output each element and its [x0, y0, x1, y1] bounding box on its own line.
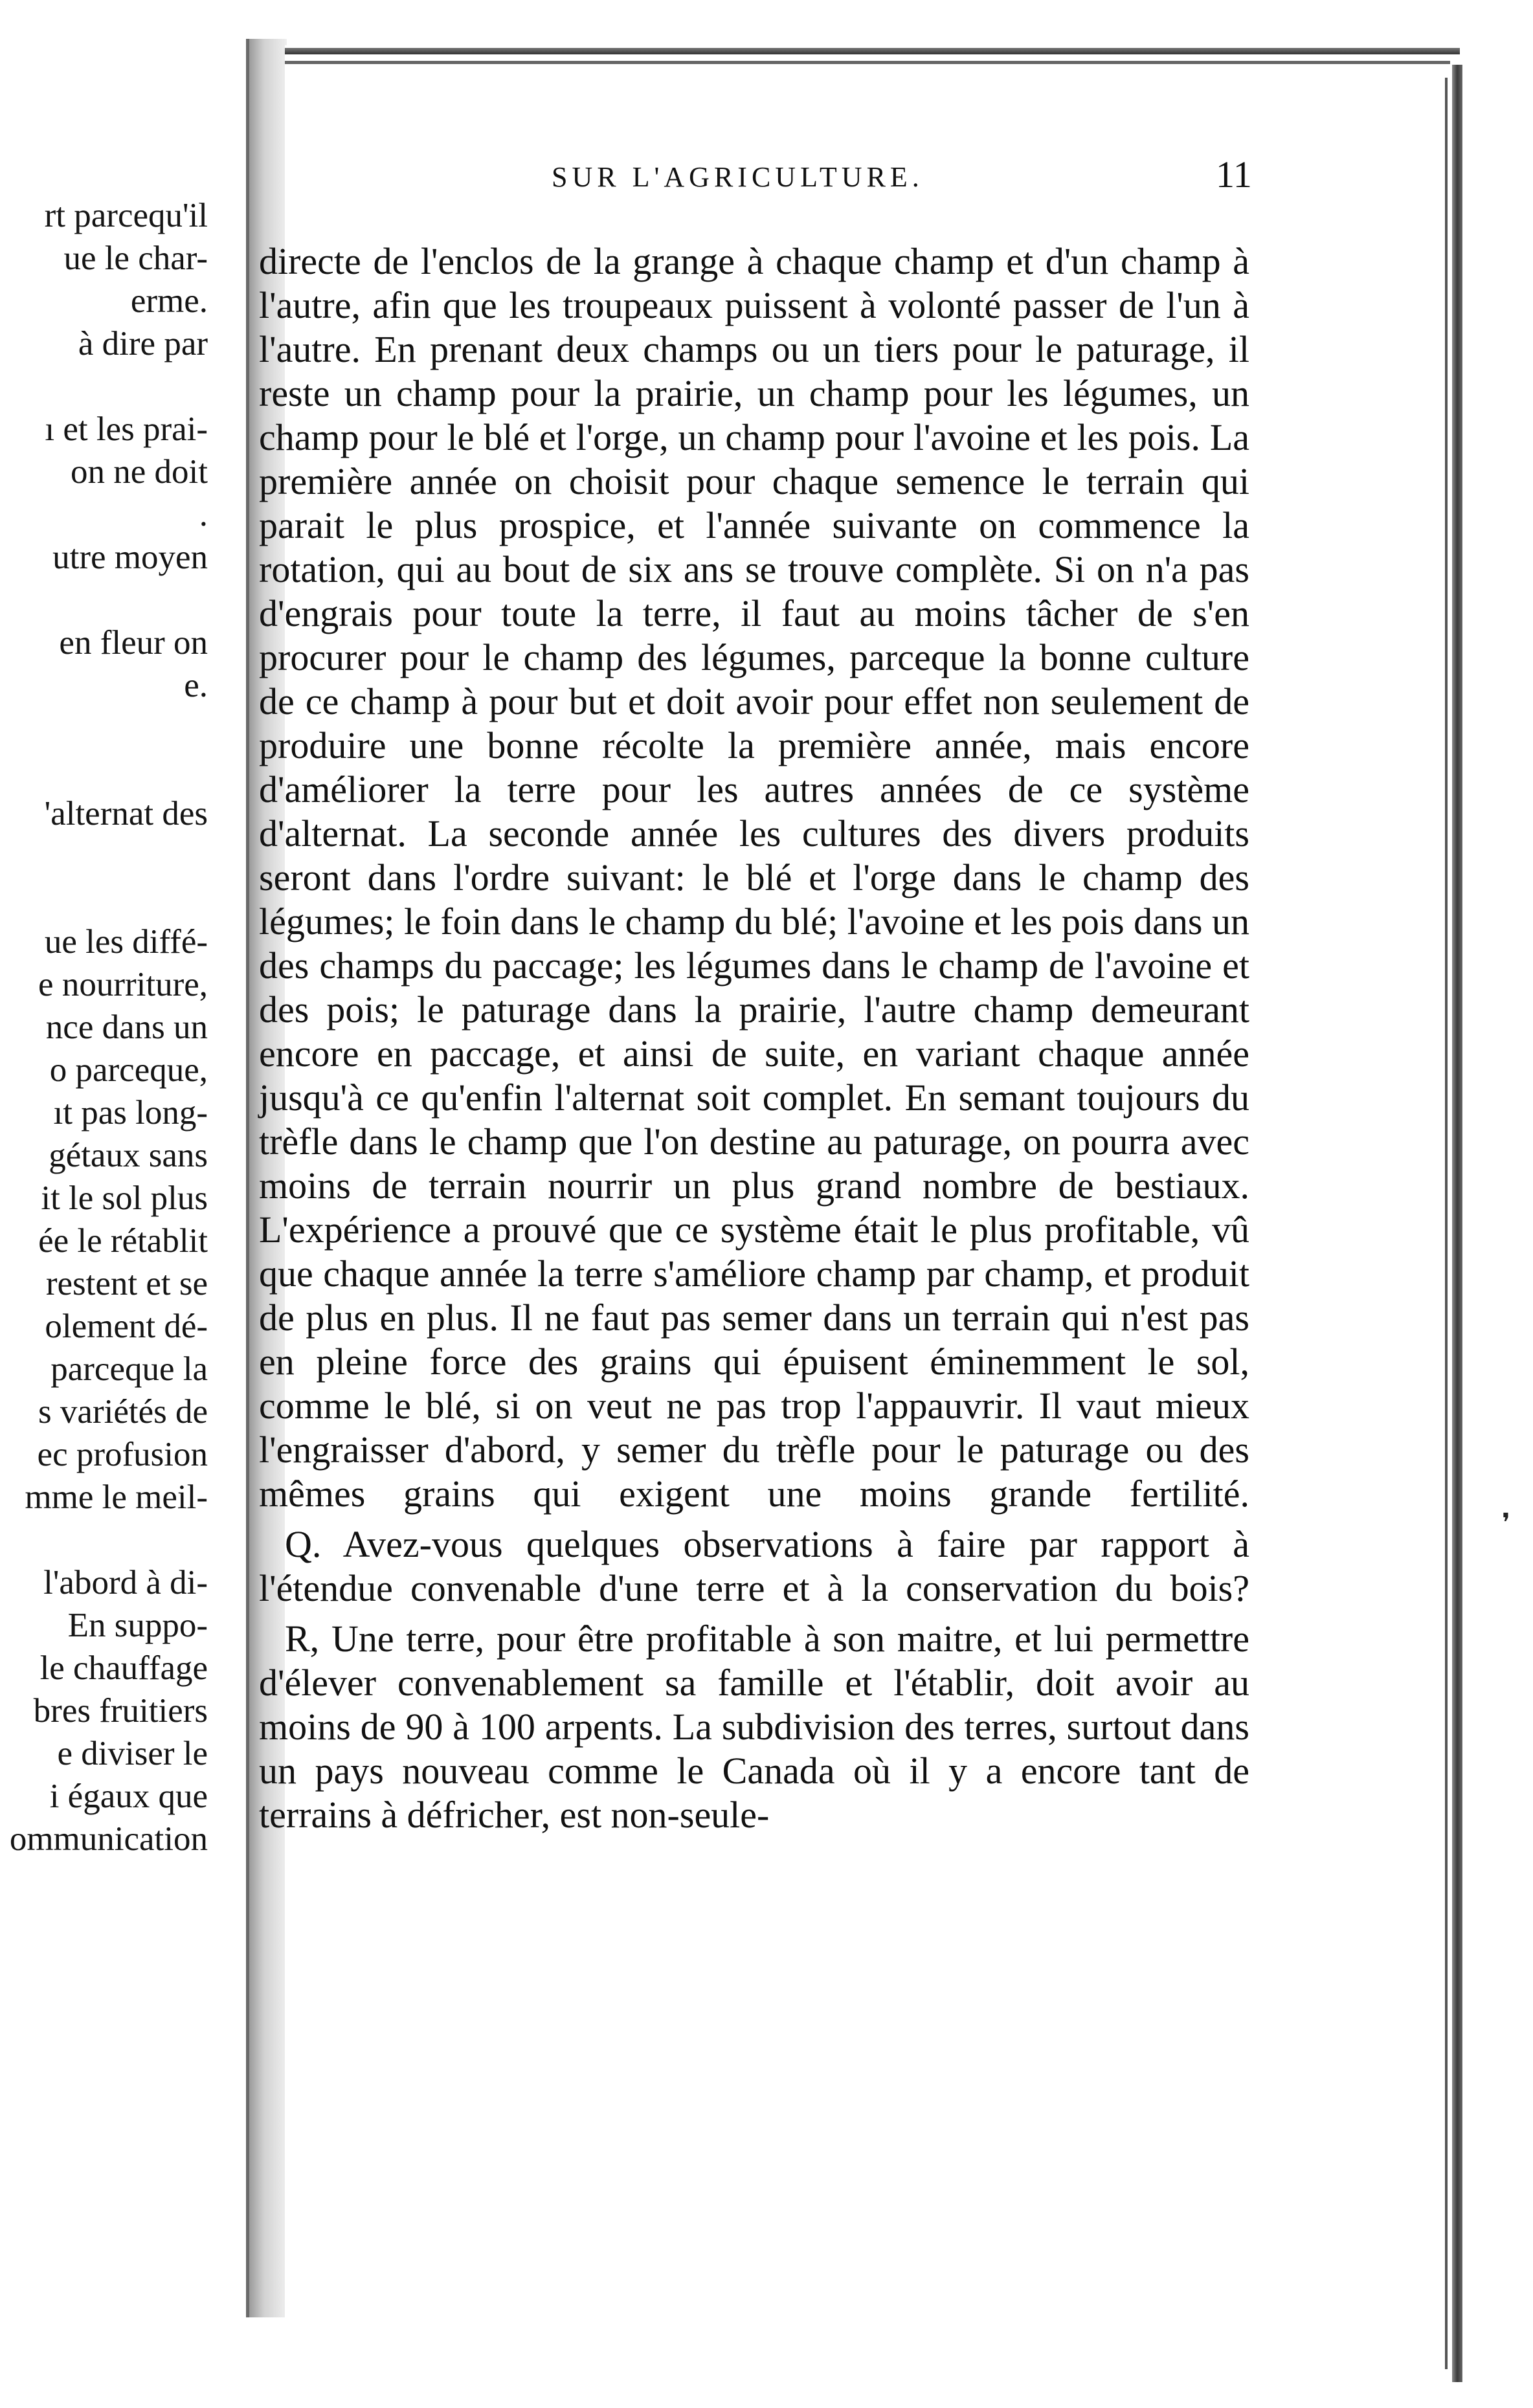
left-page-line: En suppo- — [67, 1607, 208, 1644]
left-page-line: 'alternat des — [44, 795, 208, 832]
left-page-line: it le sol plus — [41, 1179, 208, 1217]
left-page-line: i égaux que — [49, 1778, 208, 1815]
left-page-line: e. — [184, 667, 208, 704]
left-page-line: l'abord à di- — [43, 1564, 208, 1601]
left-page-line: . — [199, 496, 208, 533]
response-paragraph: R, Une terre, pour être profitable à son maitre, et lui permettre d'élever convenablement sa famille et l'établir, doit avoir au moins de 90 à 100 arpents. La subdivision des terres, surtout dans un pays nouveau comme le Canada où il y a encore tant de terrains à défricher, est non-seule- — [259, 1618, 1249, 1836]
left-page-line: ue les diffé- — [44, 923, 208, 961]
left-page-line: ı et les prai- — [45, 410, 208, 448]
left-page-line: ıt pas long- — [53, 1094, 208, 1132]
page-top-edge-inner — [285, 61, 1450, 64]
left-page-line: à dire par — [78, 325, 208, 362]
left-page-line: erme. — [130, 282, 208, 320]
left-page-line: on ne doit — [71, 453, 208, 491]
left-page-line: gétaux sans — [49, 1137, 208, 1174]
page-top-edge — [285, 48, 1460, 54]
body-paragraph: directe de l'enclos de la grange à chaque champ et d'un champ à l'autre, afin que les troupeaux puissent à volonté passer de l'un à l'autre. En prenant deux champs ou un tiers pour le paturage, il reste un champ pour la prairie, un champ pour les légumes, un champ pour le blé et l'orge, un champ pour l'avoine et les pois. La première année on choisit pour chaque semence le terrain qui parait le plus prospice, et l'année suivante on commence la rotation, qui au bout de six ans se trouve complète. Si on n'a pas d'engrais pour toute la terre, il faut au moins tâcher de s'en procurer pour le champ des légumes, parceque la bonne culture de ce champ à pour but et doit avoir pour effet non seulement de produire une bonne récolte la première année, mais encore d'améliorer la terre pour les autres années de ce système d'alternat. La seconde année les cultures des divers produits seront dans l'ordre suivant: le blé et l'orge dans le champ des légumes; le foin dans le champ du blé; l'avoine et les pois dans un des champs du paccage; les légumes dans le champ de l'avoine et des pois; le paturage dans la prairie, l'autre champ demeurant encore en paccage, et ainsi de suite, en variant chaque année jusqu'à ce qu'enfin l'alternat soit complet. En semant toujours du trèfle dans le champ que l'on destine au paturage, on pourra avec moins de terrain nourrir un plus grand nombre de bestiaux. L'expérience a prouvé que ce système était le plus profitable, vû que chaque année la terre s'améliore champ par champ, et produit de plus en plus. Il ne faut pas semer dans un terrain qui n'est pas en pleine force des grains qui épuisent éminemment le sol, comme le blé, si on veut ne pas trop l'appauvrir. Il vaut mieux l'engraisser d'abord, y semer du trèfle pour le paturage ou des mêmes grains qui exigent une moins grande fertilité. — [259, 240, 1249, 1515]
left-page-line: mme le meil- — [25, 1478, 208, 1516]
question-paragraph: Q. Avez-vous quelques observations à faire par rapport à l'étendue convenable d'une terre et à la conservation du bois? — [259, 1523, 1249, 1609]
left-page-line: parceque la — [50, 1350, 208, 1388]
left-page-line: bres fruitiers — [33, 1692, 208, 1730]
left-page-line: ommunication — [9, 1820, 208, 1858]
running-title: SUR L'AGRICULTURE. — [552, 161, 924, 193]
left-page-line: e nourriture, — [38, 966, 208, 1003]
page-right-edge — [1452, 65, 1462, 2382]
left-page-line: ée le rétablit — [38, 1222, 208, 1260]
left-page-line: en fleur on — [59, 624, 208, 662]
print-speck: ❜ — [1502, 1508, 1510, 1538]
left-page-line: e diviser le — [57, 1735, 208, 1772]
left-page-line: o parceque, — [49, 1051, 208, 1089]
left-page-line: s variétés de — [38, 1393, 208, 1431]
left-page-line: ec profusion — [37, 1436, 208, 1473]
left-page — [0, 45, 249, 2291]
left-page-line: olement dé- — [45, 1308, 208, 1345]
left-page-line: le chauffage — [39, 1649, 208, 1687]
main-text-block — [259, 240, 1249, 1837]
left-page-line: utre moyen — [52, 539, 208, 576]
page-right-edge-inner — [1445, 78, 1448, 2369]
page-number: 11 — [1216, 153, 1252, 195]
left-page-line: restent et se — [45, 1265, 208, 1302]
left-page-line: rt parcequ'il — [44, 197, 208, 234]
left-page-line: nce dans un — [45, 1009, 208, 1046]
left-page-line: ue le char- — [63, 240, 208, 277]
